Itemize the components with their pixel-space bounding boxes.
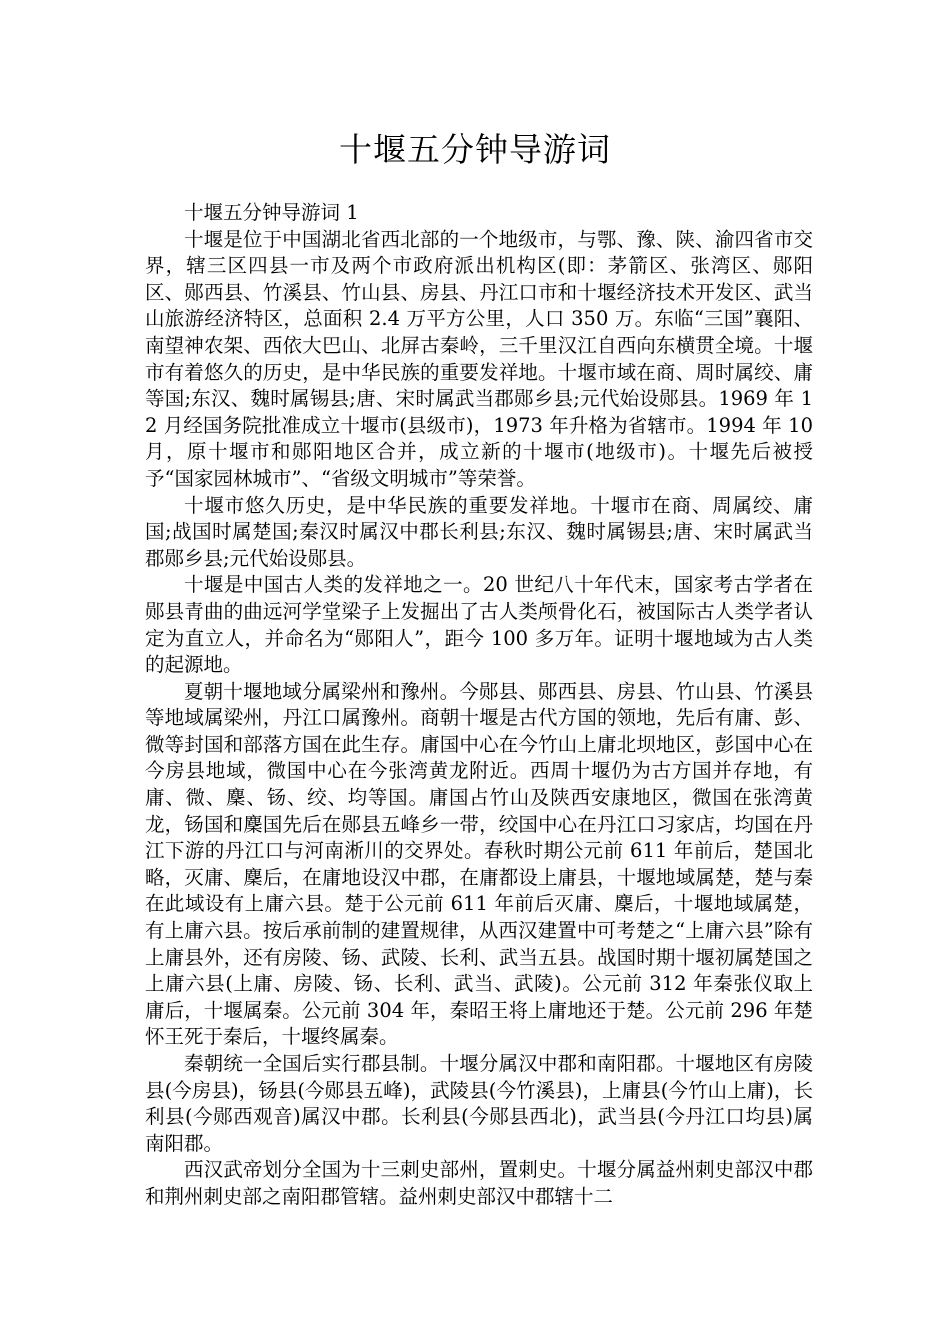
paragraph-western-han: 西汉武帝划分全国为十三刺史部州，置刺史。十堰分属益州刺史部汉中郡和荆州刺史部之南阳郡管辖。益州刺史部汉中郡辖十二 (145, 1158, 813, 1208)
paragraph-overview: 十堰是位于中国湖北省西北部的一个地级市，与鄂、豫、陕、渝四省市交界，辖三区四县一市及两个市政府派出机构区(即：茅箭区、张湾区、郧阳区、郧西县、竹溪县、竹山县、房县、丹江口市和十堰经济技术开发区、武当山旅游经济特区，总面积 2.4 万平方公里，人口 350 万。东临“三国”襄阳、南望神农架、西依大巴山、北屏古秦岭，三千里汉江自西向东横贯全境。十堰市有着悠久的历史，是中华民族的重要发祥地。十堰市域在商、周时属绞、庸等国;东汉、魏时属锡县;唐、宋时属武当郡郧乡县;元代始设郧县。1969 年 12 月经国务院批准成立十堰市(县级市)，1973 年升格为省辖市。1994 年 10 月，原十堰市和郧阳地区合并，成立新的十堰市(地级市)。十堰先后被授予“国家园林城市”、“省级文明城市”等荣誉。 (145, 227, 813, 490)
paragraph-ancient-humans: 十堰是中国古人类的发祥地之一。20 世纪八十年代末，国家考古学者在郧县青曲的曲远河学堂梁子上发掘出了古人类颅骨化石，被国际古人类学者认定为直立人，并命名为“郧阳人”，距今 100 多万年。证明十堰地域为古人类的起源地。 (145, 573, 813, 677)
paragraph-qin: 秦朝统一全国后实行郡县制。十堰分属汉中郡和南阳郡。十堰地区有房陵县(今房县)，钖县(今郧县五峰)，武陵县(今竹溪县)，上庸县(今竹山上庸)，长利县(今郧西观音)属汉中郡。长利县(今郧县西北)，武当县(今丹江口均县)属南阳郡。 (145, 1052, 813, 1155)
document-body (145, 200, 813, 1211)
document-title: 十堰五分钟导游词 (339, 130, 611, 169)
paragraph-history: 十堰市悠久历史，是中华民族的重要发祥地。十堰市在商、周属绞、庸国;战国时属楚国;秦汉时属汉中郡长利县;东汉、魏时属锡县;唐、宋时属武当郡郧乡县;元代始设郧县。 (145, 493, 813, 570)
section-subheading: 十堰五分钟导游词 1 (184, 201, 359, 224)
paragraph-xia-zhou-warring-states: 夏朝十堰地域分属梁州和豫州。今郧县、郧西县、房县、竹山县、竹溪县等地域属梁州，丹江口属豫州。商朝十堰是古代方国的领地，先后有庸、彭、微等封国和部落方国在此生存。庸国中心在今竹山上庸北坝地区，彭国中心在今房县地域，微国中心在今张湾黄龙附近。西周十堰仍为古方国并存地，有庸、微、麇、钖、绞、均等国。庸国占竹山及陕西安康地区，微国在张湾黄龙，钖国和麇国先后在郧县五峰乡一带，绞国中心在丹江口习家店，均国在丹江下游的丹江口与河南淅川的交界处。春秋时期公元前 611 年前后，楚国北略，灭庸、麇后，在庸地设汉中郡，在庸都设上庸县，十堰地域属楚，楚与秦在此域设有上庸六县。楚于公元前 611 年前后灭庸、麇后，十堰地域属楚，有上庸六县。按后承前制的建置规律，从西汉建置中可考楚之“上庸六县”除有上庸县外，还有房陵、钖、武陵、长利、武当五县。战国时期十堰初属楚国之上庸六县(上庸、房陵、钖、长利、武当、武陵)。公元前 312 年秦张仪取上庸后，十堰属秦。公元前 304 年，秦昭王将上庸地还于楚。公元前 296 年楚怀王死于秦后，十堰终属秦。 (145, 679, 813, 1049)
